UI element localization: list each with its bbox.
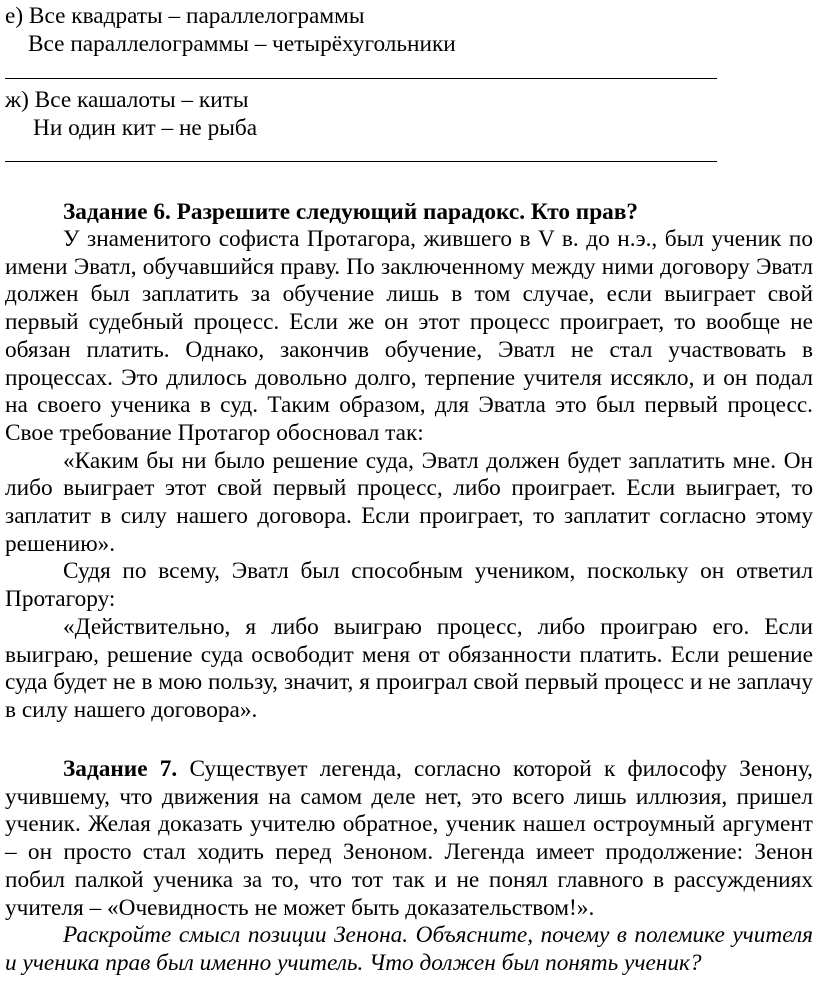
task6-paragraph-3: Судя по всему, Эватл был способным учеником, поскольку он ответил Протагору: [5,558,813,613]
item-e-line1: е) Все квадраты – параллелограммы [5,3,365,29]
answer-line-zh [5,161,717,162]
task7-paragraph [5,756,813,922]
task6-paragraph-1: У знаменитого софиста Протагора, жившего в V в. до н.э., был ученик по имени Эватл, обучавшийся праву. По заключенному между ними договору Эватл должен был заплатить за обучение лишь в том случае, если выиграет свой первый судебный процесс. Если же он этот процесс проиграет, то вообще не обязан платить. Однако, закончив обучение, Эватл не стал участвовать в процессах. Это длилось довольно долго, терпение учителя иссякло, и он подал на своего ученика в суд. Таким образом, для Эватла это был первый процесс. Свое требование Протагор обосновал так: [5,226,813,446]
task7-body [5,756,813,978]
item-e-line2: Все параллелограммы – четырёхугольники [28,31,456,57]
task7-question-text: Раскройте смысл позиции Зенона. Объясните, почему в полемике учителя и ученика прав был именно учитель. Что должен был понять ученик? [5,922,813,976]
task6-paragraph-4: «Действительно, я либо выиграю процесс, либо проиграю его. Если выиграю, решение суда освободит меня от обязанности платить. Если решение суда будет не в мою пользу, значит, я проиграл свой первый процесс и не заплачу в силу нашего договора». [5,613,813,723]
task7-question [5,922,813,977]
task6-paragraph-2: «Каким бы ни было решение суда, Эватл должен будет заплатить мне. Он либо выиграет этот свой первый процесс, либо проиграет. Если выиграет, то заплатит в силу нашего договора. Если проиграет, то заплатит согласно этому решению». [5,447,813,557]
item-zh-line2: Ни один кит – не рыба [33,115,258,141]
task6-body [5,226,813,725]
item-zh-line1: ж) Все кашалоты – киты [5,87,249,113]
task7-text: Существует легенда, согласно которой к философу Зенону, учившему, что движения на самом деле нет, это всего лишь иллюзия, пришел ученик. Желая доказать учителю обратное, ученик нашел остроумный аргумент – он просто стал ходить перед Зеноном. Легенда имеет продолжение: Зенон побил палкой ученика за то, что тот так и не понял главного в рассуждениях учителя – «Очевидность не может быть доказательством!». [5,756,813,921]
task6-heading: Задание 6. Разрешите следующий парадокс. Кто прав? [63,199,639,225]
answer-line-e [5,78,717,79]
task7-label: Задание 7. [63,756,178,782]
